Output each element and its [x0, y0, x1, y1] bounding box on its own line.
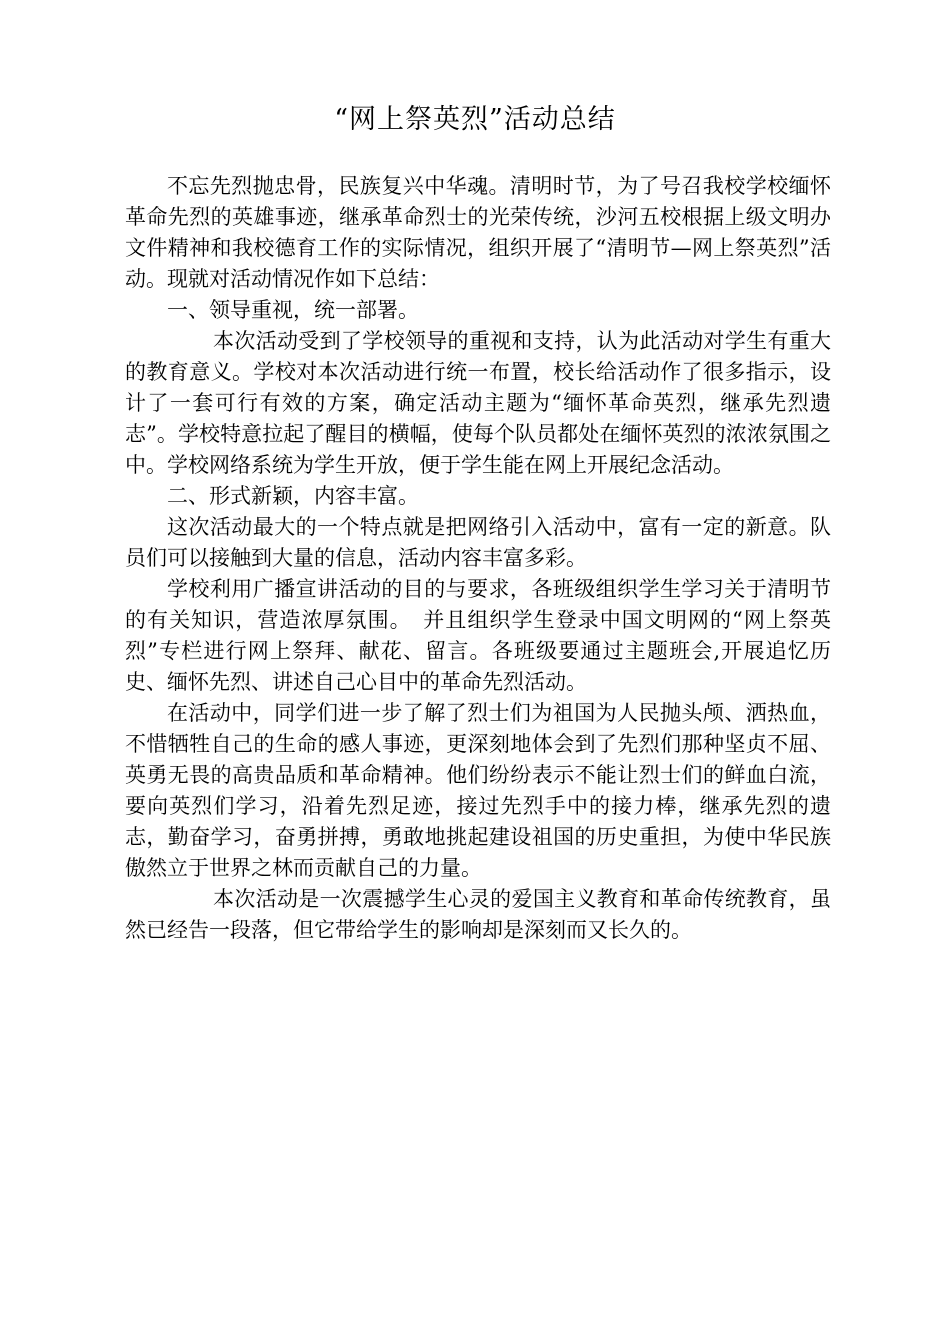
body-paragraph: 本次活动受到了学校领导的重视和支持，认为此活动对学生有重大的教育意义。学校对本次活动进行统一布置，校长给活动作了很多指示，设计了一套可行有效的方案，确定活动主题为“缅怀革命英烈，继承先烈遗志”。学校特意拉起了醒目的横幅，使每个队员都处在缅怀英烈的浓浓氛围之中。学校网络系统为学生开放，便于学生能在网上开展纪念活动。 — [125, 329, 831, 477]
intro-paragraph: 不忘先烈抛忠骨，民族复兴中华魂。清明时节，为了号召我校学校缅怀革命先烈的英雄事迹，继承革命烈士的光荣传统，沙河五校根据上级文明办文件精神和我校德育工作的实际情况，组织开展了“清明节—网上祭英烈”活动。现就对活动情况作如下总结： — [125, 174, 832, 291]
closing-paragraph: 本次活动是一次震撼学生心灵的爱国主义教育和革命传统教育，虽然已经告一段落，但它带给学生的影响却是深刻而又长久的。 — [125, 887, 831, 942]
body-paragraph: 在活动中，同学们进一步了解了烈士们为祖国为人民抛头颅、洒热血，不惜牺牲自己的生命的感人事迹，更深刻地体会到了先烈们那种坚贞不屈、英勇无畏的高贵品质和革命精神。他们纷纷表示不能让烈士们的鲜血白流，要向英烈们学习，沿着先烈足迹，接过先烈手中的接力棒，继承先烈的遗志，勤奋学习，奋勇拼搏，勇敢地挑起建设祖国的历史重担，为使中华民族傲然立于世界之林而贡献自己的力量。 — [125, 701, 831, 880]
body-paragraph: 学校利用广播宣讲活动的目的与要求，各班级组织学生学习关于清明节的有关知识，营造浓厚氛围。 并且组织学生登录中国文明网的“网上祭英烈”专栏进行网上祭拜、献花、留言。各班级要通过主题班会,开展追忆历史、缅怀先烈、讲述自己心目中的革命先烈活动。 — [125, 577, 831, 694]
section-heading-2: 二、形式新颖，内容丰富。 — [167, 484, 419, 508]
body-paragraph: 这次活动最大的一个特点就是把网络引入活动中，富有一定的新意。队员们可以接触到大量的信息，活动内容丰富多彩。 — [125, 515, 831, 570]
document-title: “网上祭英烈”活动总结 — [334, 104, 616, 135]
document-body — [125, 171, 831, 946]
section-heading-1: 一、领导重视，统一部署。 — [167, 298, 419, 322]
